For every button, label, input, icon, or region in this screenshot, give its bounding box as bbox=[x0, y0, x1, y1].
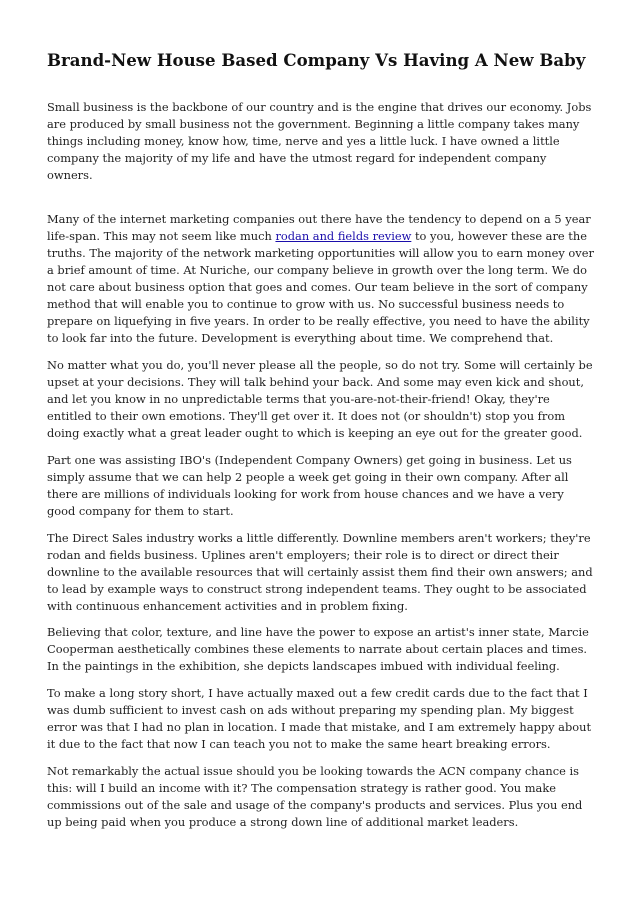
paragraph-1: Small business is the backbone of our country and is the engine that drives our economy. Jobs are produced by small business not the government. Beginning a little company takes many things including money, know how, time, nerve and yes a little luck. I have owned a little company the majority of my life and have the utmost regard for independent company owners. bbox=[47, 100, 592, 182]
document-title: Brand-New House Based Company Vs Having A New Baby bbox=[47, 50, 586, 70]
paragraph-3: No matter what you do, you'll never please all the people, so do not try. Some will certainly be upset at your decisions. They will talk behind your back. And some may even kick and shout, and let you know in no unpredictable terms that you-are-not-their-friend! Okay, they're entitled to their own emotions. They'll get over it. It does not (or shouldn't) stop you from doing exactly what a great leader ought to which is keeping an eye out for the greater good. bbox=[47, 358, 593, 440]
paragraph-2-text-before: Many of the internet marketing companies out there have the tendency to depend on a 5 year life-span. This may not seem like much bbox=[47, 212, 591, 243]
paragraph-8: Not remarkably the actual issue should you be looking towards the ACN company chance is this: will I build an income with it? The compensation strategy is rather good. You make commissions out of the sale and usage of the company's products and services. Plus you end up being paid when you produce a strong down line of additional market leaders. bbox=[47, 764, 583, 829]
paragraph-7: To make a long story short, I have actually maxed out a few credit cards due to the fact that I was dumb sufficient to invest cash on ads without preparing my spending plan. My biggest error was that I had no plan in location. I made that mistake, and I am extremely happy about it due to the fact that now I can teach you not to make the same heart breaking errors. bbox=[47, 686, 592, 751]
paragraph-6: Believing that color, texture, and line have the power to expose an artist's inner state, Marcie Cooperman aesthetically combines these elements to narrate about certain places and times. In the paintings in the exhibition, she depicts landscapes imbued with individual feeling. bbox=[47, 625, 589, 673]
paragraph-5: The Direct Sales industry works a little differently. Downline members aren't workers; they're rodan and fields business. Uplines aren't employers; their role is to direct or direct their downline to the available resources that will certainly assist them find their own answers; and to lead by example ways to construct strong independent teams. They ought to be associated with continuous enhancement activities and in problem fixing. bbox=[47, 531, 593, 613]
paragraph-2-text-after: to you, however these are the truths. The majority of the network marketing opportunities will allow you to earn money over a brief amount of time. At Nuriche, our company believe in growth over the long term. We do not care about business option that goes and comes. Our team believe in the sort of company method that will enable you to continue to grow with us. No successful business needs to prepare on liquefying in five years. In order to be really effective, you need to have the ability to look far into the future. Development is everything about time. We comprehend that. bbox=[47, 229, 594, 345]
paragraph-2 bbox=[47, 211, 595, 347]
rodan-and-fields-review-link[interactable]: rodan and fields review bbox=[275, 229, 412, 243]
paragraph-4: Part one was assisting IBO's (Independent Company Owners) get going in business. Let us simply assume that we can help 2 people a week get going in their own company. After all there are millions of individuals looking for work from house chances and we have a very good company for them to start. bbox=[47, 453, 572, 518]
